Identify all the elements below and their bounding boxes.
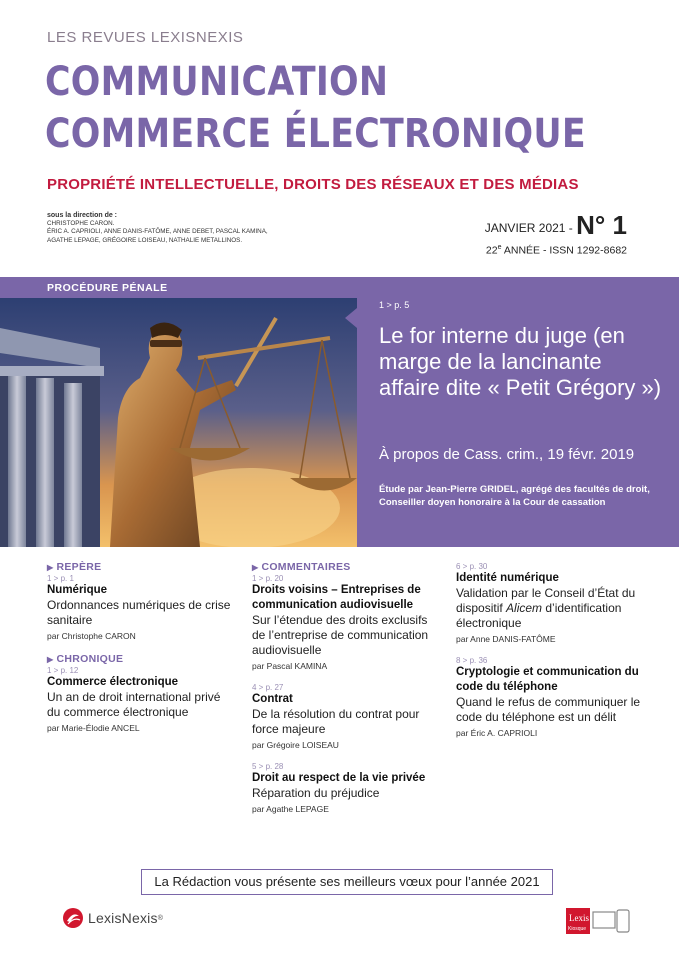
editorial-direction [47, 212, 307, 245]
issue-info [485, 210, 627, 257]
item-description [456, 586, 646, 631]
column-left [47, 561, 237, 745]
section-repere [47, 561, 237, 573]
feature-section-tag: PROCÉDURE PÉNALE [0, 277, 361, 298]
list-item [252, 683, 442, 750]
column-right [456, 561, 646, 750]
direction-lead: sous la direction de : [47, 212, 118, 219]
item-ref: 1 > p. 1 [47, 574, 74, 583]
item-heading[interactable]: Identité numérique [456, 572, 559, 584]
logo-text: LexisNexis [88, 910, 158, 926]
series-label: LES REVUES LEXISNEXIS [47, 29, 244, 46]
item-author: par Grégoire LOISEAU [252, 740, 339, 750]
item-heading[interactable]: Droit au respect de la vie privée [252, 772, 426, 784]
item-author: par Agathe LEPAGE [252, 804, 329, 814]
item-ref: 8 > p. 36 [456, 656, 488, 665]
issue-year-mark: e [497, 244, 502, 251]
issue-date-line [485, 210, 627, 241]
kiosque-badge-sublabel: Kiosque [568, 926, 587, 932]
item-description-text: Validation par le Conseil d’État du dispositif [456, 586, 636, 615]
kiosque-badge-label: Lexis [569, 913, 589, 923]
item-ref: 5 > p. 28 [252, 762, 284, 771]
feature-subtitle: À propos de Cass. crim., 19 févr. 2019 [379, 446, 635, 463]
item-description: Ordonnances numériques de crise sanitaire [47, 598, 231, 627]
item-description: Un an de droit international privé du commerce électronique [47, 690, 221, 719]
item-author: par Pascal KAMINA [252, 661, 328, 671]
triangle-icon: ▶ [47, 655, 54, 664]
phone-icon [617, 910, 629, 932]
section-label: CHRONIQUE [56, 653, 124, 665]
triangle-icon: ▶ [252, 563, 259, 572]
section-label: COMMENTAIRES [261, 561, 351, 573]
feature-title[interactable]: Le for interne du juge (en marge de la lancinante affaire dite « Petit Grégory ») [379, 323, 662, 400]
section-label: REPÈRE [56, 561, 102, 573]
devices-badge[interactable] [566, 906, 632, 941]
section-chronique [47, 653, 237, 665]
list-item [456, 562, 646, 644]
triangle-icon: ▶ [47, 563, 54, 572]
list-item [252, 574, 442, 671]
direction-line: AGATHE LEPAGE, GRÉGOIRE LOISEAU, NATHALIE METALLINOS. [47, 236, 243, 244]
list-item [456, 656, 646, 738]
item-ref: 4 > p. 27 [252, 683, 284, 692]
item-ref: 1 > p. 20 [252, 574, 284, 583]
tablet-icon [593, 912, 615, 928]
item-ref: 6 > p. 30 [456, 562, 488, 571]
item-author: par Christophe CARON [47, 631, 136, 641]
issue-number: N° 1 [576, 210, 627, 240]
item-heading[interactable]: Droits voisins – Entreprises de communication audiovisuelle [252, 584, 421, 611]
item-description-emphasis: Alicem [506, 601, 543, 615]
greetings-banner: La Rédaction vous présente ses meilleurs vœux pour l’année 2021 [141, 869, 553, 895]
item-heading[interactable]: Contrat [252, 693, 293, 705]
issue-issn: ANNÉE - ISSN 1292-8682 [501, 244, 627, 257]
item-heading[interactable]: Numérique [47, 584, 108, 596]
item-description-text: d’identification électronique [456, 601, 622, 630]
logo-trademark: ® [157, 914, 163, 922]
journal-title-line1: COMMUNICATION [45, 59, 389, 105]
item-description: De la résolution du contrat pour force majeure [252, 707, 420, 736]
feature-byline: Étude par Jean-Pierre GRIDEL, agrégé des facultés de droit, Conseiller doyen honoraire à la Cour de cassation [379, 484, 650, 508]
item-ref: 1 > p. 12 [47, 666, 79, 675]
item-description: Réparation du préjudice [252, 786, 380, 800]
column-middle [252, 561, 442, 826]
issue-year-line [485, 244, 627, 257]
lady-justice-image [0, 298, 357, 547]
lexisnexis-emblem-icon [62, 907, 84, 929]
item-heading[interactable]: Commerce électronique [47, 676, 179, 688]
item-author: par Éric A. CAPRIOLI [456, 728, 538, 738]
section-commentaires [252, 561, 442, 573]
item-heading[interactable]: Cryptologie et communication du code du téléphone [456, 666, 639, 693]
feature-notch [345, 308, 357, 328]
issue-date: JANVIER 2021 - [484, 221, 577, 235]
item-author: par Marie-Élodie ANCEL [47, 723, 140, 733]
issue-year: 22 [485, 244, 498, 257]
item-description: Sur l’étendue des droits exclusifs de l’entreprise de communication audiovisuelle [252, 613, 429, 657]
journal-subtitle: PROPRIÉTÉ INTELLECTUELLE, DROITS DES RÉSEAUX ET DES MÉDIAS [47, 176, 579, 193]
feature-ref: 1 > p. 5 [379, 300, 410, 310]
journal-title [45, 56, 586, 160]
list-item [252, 762, 442, 814]
direction-line: CHRISTOPHE CARON. [47, 220, 115, 228]
lexisnexis-logo[interactable] [62, 907, 163, 929]
journal-title-line2: COMMERCE ÉLECTRONIQUE [45, 111, 586, 157]
item-author: par Anne DANIS-FATÔME [456, 634, 556, 644]
direction-line: ÉRIC A. CAPRIOLI, ANNE DANIS-FATÔME, ANNE DEBET, PASCAL KAMINA, [47, 228, 268, 236]
item-description: Quand le refus de communiquer le code du téléphone est un délit [456, 695, 641, 724]
